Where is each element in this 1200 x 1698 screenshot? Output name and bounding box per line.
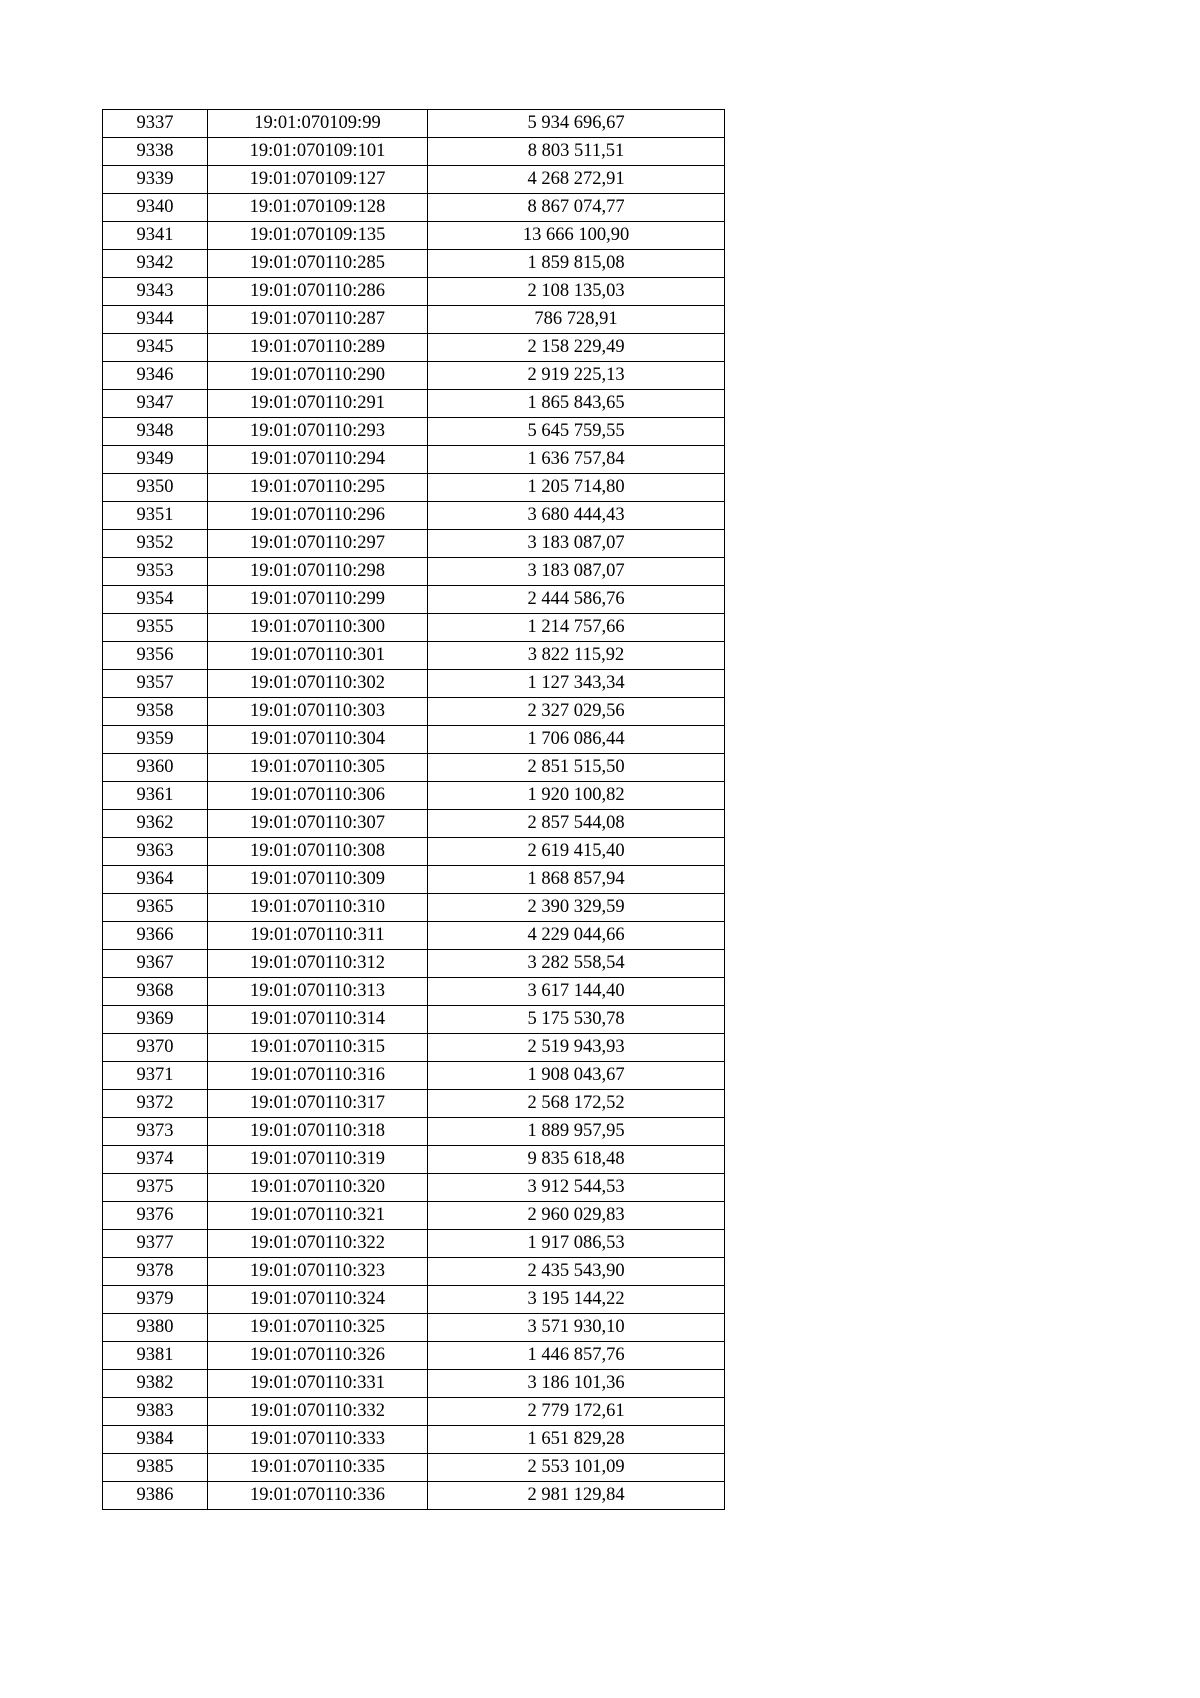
cadastral-value-cell: 1 651 829,28: [428, 1426, 725, 1454]
table-row: [103, 362, 725, 390]
cadastral-value-cell: 2 960 029,83: [428, 1202, 725, 1230]
cadastral-value-cell: 5 934 696,67: [428, 110, 725, 138]
cadastral-value-cell: 9 835 618,48: [428, 1146, 725, 1174]
cadastral-number-cell: 19:01:070110:296: [208, 502, 428, 530]
table-row: [103, 1398, 725, 1426]
row-number-cell: 9367: [103, 950, 208, 978]
cadastral-number-cell: 19:01:070109:135: [208, 222, 428, 250]
table-row: [103, 1174, 725, 1202]
row-number-cell: 9364: [103, 866, 208, 894]
cadastral-value-cell: 1 446 857,76: [428, 1342, 725, 1370]
cadastral-value-cell: 2 390 329,59: [428, 894, 725, 922]
table-row: [103, 390, 725, 418]
row-number-cell: 9337: [103, 110, 208, 138]
table-row: [103, 1090, 725, 1118]
table-row: [103, 418, 725, 446]
row-number-cell: 9370: [103, 1034, 208, 1062]
cadastral-number-cell: 19:01:070110:308: [208, 838, 428, 866]
cadastral-value-cell: 2 444 586,76: [428, 586, 725, 614]
cadastral-value-cell: 5 645 759,55: [428, 418, 725, 446]
row-number-cell: 9352: [103, 530, 208, 558]
table-row: [103, 502, 725, 530]
cadastral-number-cell: 19:01:070110:314: [208, 1006, 428, 1034]
cadastral-value-cell: 2 568 172,52: [428, 1090, 725, 1118]
cadastral-value-cell: 1 917 086,53: [428, 1230, 725, 1258]
row-number-cell: 9382: [103, 1370, 208, 1398]
cadastral-number-cell: 19:01:070110:316: [208, 1062, 428, 1090]
cadastral-value-cell: 1 205 714,80: [428, 474, 725, 502]
table-row: [103, 278, 725, 306]
cadastral-value-cell: 2 857 544,08: [428, 810, 725, 838]
cadastral-value-cell: 2 108 135,03: [428, 278, 725, 306]
row-number-cell: 9379: [103, 1286, 208, 1314]
row-number-cell: 9366: [103, 922, 208, 950]
cadastral-value-cell: 2 519 943,93: [428, 1034, 725, 1062]
table-row: [103, 222, 725, 250]
table-row: [103, 1062, 725, 1090]
row-number-cell: 9351: [103, 502, 208, 530]
row-number-cell: 9343: [103, 278, 208, 306]
cadastral-number-cell: 19:01:070110:336: [208, 1482, 428, 1510]
cadastral-number-cell: 19:01:070109:127: [208, 166, 428, 194]
cadastral-value-cell: 2 553 101,09: [428, 1454, 725, 1482]
cadastral-value-cell: 1 859 815,08: [428, 250, 725, 278]
table-row: [103, 894, 725, 922]
table-row: [103, 1146, 725, 1174]
row-number-cell: 9373: [103, 1118, 208, 1146]
row-number-cell: 9386: [103, 1482, 208, 1510]
cadastral-value-cell: 3 680 444,43: [428, 502, 725, 530]
table-row: [103, 138, 725, 166]
cadastral-value-cell: 2 981 129,84: [428, 1482, 725, 1510]
table-row: [103, 838, 725, 866]
row-number-cell: 9378: [103, 1258, 208, 1286]
table-row: [103, 1258, 725, 1286]
table-row: [103, 1482, 725, 1510]
cadastral-value-cell: 1 868 857,94: [428, 866, 725, 894]
table-row: [103, 922, 725, 950]
cadastral-value-cell: 1 920 100,82: [428, 782, 725, 810]
cadastral-number-cell: 19:01:070110:315: [208, 1034, 428, 1062]
cadastral-number-cell: 19:01:070110:313: [208, 978, 428, 1006]
table-row: [103, 1034, 725, 1062]
row-number-cell: 9372: [103, 1090, 208, 1118]
cadastral-value-cell: 3 822 115,92: [428, 642, 725, 670]
row-number-cell: 9376: [103, 1202, 208, 1230]
cadastral-value-cell: 3 183 087,07: [428, 530, 725, 558]
row-number-cell: 9369: [103, 1006, 208, 1034]
cadastral-number-cell: 19:01:070110:289: [208, 334, 428, 362]
cadastral-number-cell: 19:01:070110:305: [208, 754, 428, 782]
row-number-cell: 9357: [103, 670, 208, 698]
table-row: [103, 1202, 725, 1230]
cadastral-number-cell: 19:01:070110:306: [208, 782, 428, 810]
cadastral-value-cell: 3 195 144,22: [428, 1286, 725, 1314]
cadastral-number-cell: 19:01:070110:333: [208, 1426, 428, 1454]
row-number-cell: 9381: [103, 1342, 208, 1370]
table-row: [103, 110, 725, 138]
cadastral-number-cell: 19:01:070110:312: [208, 950, 428, 978]
cadastral-number-cell: 19:01:070110:293: [208, 418, 428, 446]
cadastral-value-cell: 5 175 530,78: [428, 1006, 725, 1034]
row-number-cell: 9374: [103, 1146, 208, 1174]
cadastral-value-cell: 1 889 957,95: [428, 1118, 725, 1146]
table-row: [103, 558, 725, 586]
cadastral-number-cell: 19:01:070110:287: [208, 306, 428, 334]
cadastral-number-cell: 19:01:070110:294: [208, 446, 428, 474]
cadastral-value-cell: 786 728,91: [428, 306, 725, 334]
row-number-cell: 9340: [103, 194, 208, 222]
cadastral-number-cell: 19:01:070110:291: [208, 390, 428, 418]
table-row: [103, 1426, 725, 1454]
table-row: [103, 642, 725, 670]
cadastral-number-cell: 19:01:070110:326: [208, 1342, 428, 1370]
row-number-cell: 9363: [103, 838, 208, 866]
cadastral-number-cell: 19:01:070110:290: [208, 362, 428, 390]
cadastral-value-cell: 2 851 515,50: [428, 754, 725, 782]
row-number-cell: 9349: [103, 446, 208, 474]
cadastral-number-cell: 19:01:070109:128: [208, 194, 428, 222]
cadastral-number-cell: 19:01:070110:304: [208, 726, 428, 754]
cadastral-number-cell: 19:01:070110:307: [208, 810, 428, 838]
row-number-cell: 9375: [103, 1174, 208, 1202]
cadastral-value-cell: 3 912 544,53: [428, 1174, 725, 1202]
cadastral-value-cell: 1 908 043,67: [428, 1062, 725, 1090]
table-row: [103, 166, 725, 194]
cadastral-number-cell: 19:01:070109:101: [208, 138, 428, 166]
table-row: [103, 1314, 725, 1342]
row-number-cell: 9356: [103, 642, 208, 670]
cadastral-number-cell: 19:01:070110:310: [208, 894, 428, 922]
cadastral-number-cell: 19:01:070110:323: [208, 1258, 428, 1286]
cadastral-value-cell: 2 619 415,40: [428, 838, 725, 866]
cadastral-number-cell: 19:01:070110:319: [208, 1146, 428, 1174]
row-number-cell: 9380: [103, 1314, 208, 1342]
cadastral-value-cell: 3 282 558,54: [428, 950, 725, 978]
row-number-cell: 9365: [103, 894, 208, 922]
cadastral-value-cell: 8 803 511,51: [428, 138, 725, 166]
cadastral-value-cell: 8 867 074,77: [428, 194, 725, 222]
table-row: [103, 726, 725, 754]
table-row: [103, 1454, 725, 1482]
cadastral-number-cell: 19:01:070110:285: [208, 250, 428, 278]
row-number-cell: 9347: [103, 390, 208, 418]
cadastral-number-cell: 19:01:070110:324: [208, 1286, 428, 1314]
row-number-cell: 9350: [103, 474, 208, 502]
table-row: [103, 978, 725, 1006]
cadastral-value-cell: 1 865 843,65: [428, 390, 725, 418]
table-row: [103, 1006, 725, 1034]
cadastral-value-cell: 3 571 930,10: [428, 1314, 725, 1342]
table-row: [103, 250, 725, 278]
cadastral-number-cell: 19:01:070110:331: [208, 1370, 428, 1398]
cadastral-number-cell: 19:01:070110:335: [208, 1454, 428, 1482]
row-number-cell: 9353: [103, 558, 208, 586]
table-row: [103, 782, 725, 810]
cadastral-value-cell: 13 666 100,90: [428, 222, 725, 250]
table-row: [103, 754, 725, 782]
table-row: [103, 950, 725, 978]
cadastral-number-cell: 19:01:070110:301: [208, 642, 428, 670]
cadastral-value-cell: 2 779 172,61: [428, 1398, 725, 1426]
row-number-cell: 9360: [103, 754, 208, 782]
table-row: [103, 670, 725, 698]
cadastral-value-cell: 1 706 086,44: [428, 726, 725, 754]
cadastral-value-cell: 1 636 757,84: [428, 446, 725, 474]
cadastral-value-cell: 2 435 543,90: [428, 1258, 725, 1286]
cadastral-value-cell: 2 158 229,49: [428, 334, 725, 362]
cadastral-number-cell: 19:01:070110:302: [208, 670, 428, 698]
cadastral-number-cell: 19:01:070110:325: [208, 1314, 428, 1342]
cadastral-number-cell: 19:01:070110:317: [208, 1090, 428, 1118]
cadastral-value-table: [102, 109, 725, 1510]
table-row: [103, 530, 725, 558]
table-row: [103, 334, 725, 362]
table-row: [103, 810, 725, 838]
cadastral-number-cell: 19:01:070110:303: [208, 698, 428, 726]
cadastral-number-cell: 19:01:070110:320: [208, 1174, 428, 1202]
cadastral-number-cell: 19:01:070110:332: [208, 1398, 428, 1426]
cadastral-number-cell: 19:01:070110:295: [208, 474, 428, 502]
cadastral-value-cell: 1 214 757,66: [428, 614, 725, 642]
cadastral-value-cell: 3 183 087,07: [428, 558, 725, 586]
table-row: [103, 1286, 725, 1314]
cadastral-number-cell: 19:01:070110:321: [208, 1202, 428, 1230]
cadastral-value-cell: 2 919 225,13: [428, 362, 725, 390]
cadastral-number-cell: 19:01:070109:99: [208, 110, 428, 138]
row-number-cell: 9361: [103, 782, 208, 810]
cadastral-number-cell: 19:01:070110:311: [208, 922, 428, 950]
table-row: [103, 1370, 725, 1398]
row-number-cell: 9377: [103, 1230, 208, 1258]
cadastral-value-cell: 4 268 272,91: [428, 166, 725, 194]
row-number-cell: 9385: [103, 1454, 208, 1482]
row-number-cell: 9354: [103, 586, 208, 614]
cadastral-number-cell: 19:01:070110:286: [208, 278, 428, 306]
row-number-cell: 9345: [103, 334, 208, 362]
row-number-cell: 9355: [103, 614, 208, 642]
cadastral-number-cell: 19:01:070110:322: [208, 1230, 428, 1258]
table-row: [103, 194, 725, 222]
row-number-cell: 9362: [103, 810, 208, 838]
table-row: [103, 866, 725, 894]
table-row: [103, 1230, 725, 1258]
cadastral-number-cell: 19:01:070110:300: [208, 614, 428, 642]
row-number-cell: 9384: [103, 1426, 208, 1454]
cadastral-number-cell: 19:01:070110:297: [208, 530, 428, 558]
row-number-cell: 9348: [103, 418, 208, 446]
table-body: [103, 110, 725, 1510]
row-number-cell: 9339: [103, 166, 208, 194]
row-number-cell: 9368: [103, 978, 208, 1006]
cadastral-value-cell: 2 327 029,56: [428, 698, 725, 726]
table-row: [103, 474, 725, 502]
table-row: [103, 614, 725, 642]
cadastral-number-cell: 19:01:070110:298: [208, 558, 428, 586]
row-number-cell: 9359: [103, 726, 208, 754]
cadastral-value-cell: 3 186 101,36: [428, 1370, 725, 1398]
cadastral-value-cell: 3 617 144,40: [428, 978, 725, 1006]
cadastral-number-cell: 19:01:070110:318: [208, 1118, 428, 1146]
table-row: [103, 698, 725, 726]
table-row: [103, 306, 725, 334]
row-number-cell: 9346: [103, 362, 208, 390]
row-number-cell: 9371: [103, 1062, 208, 1090]
cadastral-number-cell: 19:01:070110:299: [208, 586, 428, 614]
row-number-cell: 9338: [103, 138, 208, 166]
row-number-cell: 9344: [103, 306, 208, 334]
table-row: [103, 586, 725, 614]
cadastral-value-cell: 1 127 343,34: [428, 670, 725, 698]
table-row: [103, 1118, 725, 1146]
row-number-cell: 9342: [103, 250, 208, 278]
table-row: [103, 446, 725, 474]
cadastral-number-cell: 19:01:070110:309: [208, 866, 428, 894]
row-number-cell: 9383: [103, 1398, 208, 1426]
row-number-cell: 9341: [103, 222, 208, 250]
row-number-cell: 9358: [103, 698, 208, 726]
cadastral-value-cell: 4 229 044,66: [428, 922, 725, 950]
table-row: [103, 1342, 725, 1370]
